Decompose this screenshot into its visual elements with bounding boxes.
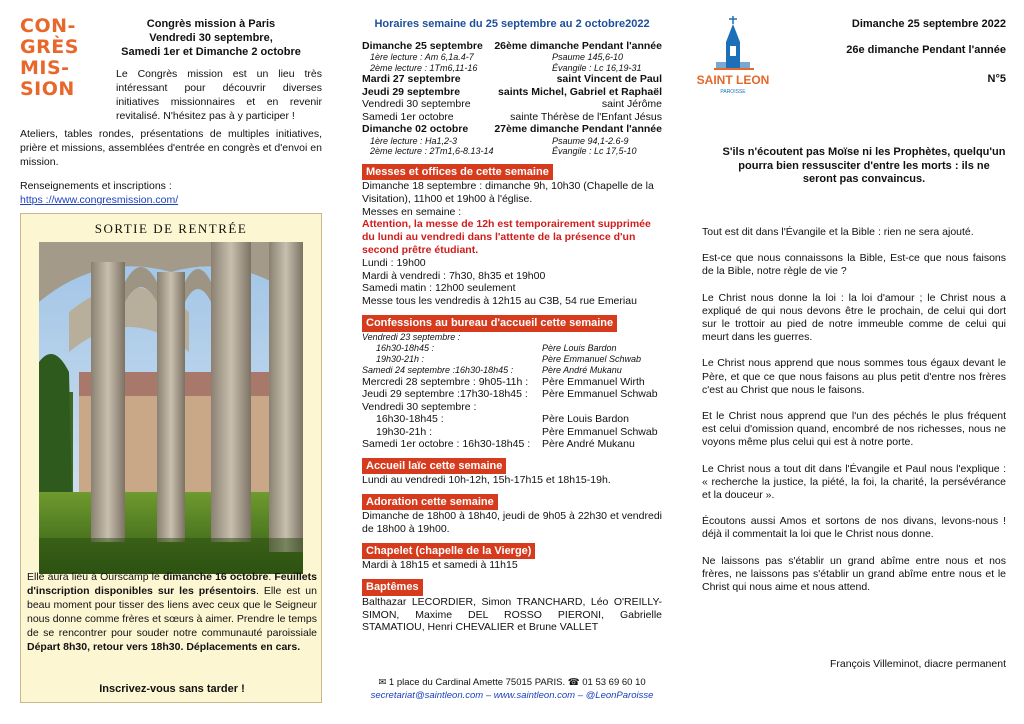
schedule-day: Vendredi 30 septembre bbox=[362, 98, 471, 111]
schedule-row bbox=[362, 123, 662, 136]
schedule-day: 2ème lecture : 2Tm1,6-8.13-14 bbox=[370, 146, 494, 157]
congres-heading-line: Vendredi 30 septembre, bbox=[149, 32, 273, 44]
schedule-row bbox=[362, 146, 662, 157]
logo-name: SAINT LEON bbox=[696, 73, 770, 87]
schedule-feast: sainte Thérèse de l'Enfant Jésus bbox=[510, 110, 662, 123]
congres-mission-logo bbox=[20, 16, 88, 100]
schedule-day: Jeudi 29 septembre bbox=[362, 85, 461, 98]
confession-time: 19h30-21h : bbox=[376, 425, 433, 438]
sortie-title: SORTIE DE RENTRÉE bbox=[94, 221, 248, 236]
parish-footer bbox=[362, 676, 662, 702]
liturgical-sunday: 26e dimanche Pendant l'année bbox=[846, 44, 1006, 56]
homily-paragraph: Le Christ nous donne la loi : la loi d'amour ; le Christ nous a expliqué de qui nous devons être le prochain, de celui qui dort sur le trottoir au pied de notre immeuble comme de celui qui meurt dans les guerres. bbox=[702, 291, 1006, 344]
baptemes-text: Balthazar LECORDIER, Simon TRANCHARD, Léo O'REILLY-SIMON, Maxime DEL ROSSO PIERONI, Gabrielle STAMATIOU, Henri CHEVALIER et Brune VALLET bbox=[362, 595, 662, 634]
adoration-text: Dimanche de 18h00 à 18h40, jeudi de 9h05 à 22h30 et vendredi de 18h00 à 19h00. bbox=[362, 510, 662, 536]
homily-paragraph: Écoutons aussi Amos et sortons de nos divans, levons-nous ! déjà il commentait la loi que le Christ nous donne. bbox=[702, 515, 1006, 541]
confession-time: Samedi 24 septembre :16h30-18h45 : bbox=[362, 364, 514, 375]
schedule-day: Dimanche 25 septembre bbox=[362, 39, 483, 52]
homily-paragraph: Est-ce que nous connaissons la Bible, Est-ce que nous faisons de la Bible, notre règle de vie ? bbox=[702, 252, 1006, 278]
confession-row bbox=[362, 376, 662, 389]
parish-links[interactable]: secretariat@saintleon.com – www.saintleon.com – @LeonParoisse bbox=[370, 690, 654, 701]
schedule-feast: Évangile : Lc 17,5-10 bbox=[552, 146, 637, 157]
schedule-feast: Psaume 145,6-10 bbox=[552, 52, 624, 63]
schedule-row bbox=[362, 86, 662, 99]
confession-row bbox=[362, 413, 662, 426]
confession-row bbox=[362, 388, 662, 401]
logo-line: CON- bbox=[20, 15, 76, 37]
confession-priest: Père Emmanuel Schwab bbox=[542, 425, 658, 438]
confession-priest: Père André Mukanu bbox=[542, 364, 622, 375]
confession-time: 16h30-18h45 : bbox=[376, 413, 444, 426]
homily-paragraph: Ne laissons pas s'établir un grand abîme entre nous et nos frères, ne laissons pas s'établir un grand abîme entre nous et le Christ qui nous aime et nous attend. bbox=[702, 554, 1006, 594]
confession-time: Jeudi 29 septembre :17h30-18h45 : bbox=[362, 388, 528, 401]
confession-priest: Père Emmanuel Schwab bbox=[542, 353, 642, 364]
schedule-feast: saint Jérôme bbox=[601, 98, 662, 111]
congres-heading-line: Congrès mission à Paris bbox=[146, 18, 276, 30]
schedule-row bbox=[362, 136, 662, 147]
confession-priest: Père Louis Bardon bbox=[542, 413, 629, 426]
abbey-ruins-illustration bbox=[39, 242, 303, 574]
confession-time: 16h30-18h45 : bbox=[376, 342, 435, 353]
section-heading-chapelet: Chapelet (chapelle de la Vierge) bbox=[362, 543, 535, 560]
left-column bbox=[20, 0, 322, 724]
confession-row bbox=[362, 354, 662, 365]
congres-contact bbox=[20, 180, 322, 208]
homily-paragraph: Tout est dit dans l'Évangile et la Bible : rien ne sera ajouté. bbox=[702, 226, 974, 238]
homily-text bbox=[702, 226, 1006, 607]
section-heading-adoration: Adoration cette semaine bbox=[362, 494, 498, 511]
confession-time: Mercredi 28 septembre : 9h05-11h : bbox=[362, 375, 529, 388]
section-heading-accueil: Accueil laïc cette semaine bbox=[362, 458, 506, 475]
confessions-section bbox=[362, 332, 662, 451]
confession-time: 19h30-21h : bbox=[376, 353, 425, 364]
sortie-date: dimanche 16 octobre bbox=[162, 571, 269, 583]
weekly-schedule bbox=[362, 40, 662, 157]
confession-priest: Père Emmanuel Schwab bbox=[542, 388, 658, 401]
schedule-feast: saints Michel, Gabriel et Raphaël bbox=[498, 85, 662, 98]
schedule-day: Samedi 1er octobre bbox=[362, 110, 454, 123]
schedule-row bbox=[362, 63, 662, 74]
bulletin-date: Dimanche 25 septembre 2022 bbox=[851, 18, 1006, 30]
messes-warning: Attention, la messe de 12h est temporairement supprimée du lundi au vendredi dans l'attente de la présence d'un second prêtre étudiant. bbox=[362, 218, 651, 257]
messes-line: Mardi à vendredi : 7h30, 8h35 et 19h00 bbox=[362, 269, 546, 282]
congres-heading-line: Samedi 1er et Dimanche 2 octobre bbox=[121, 46, 301, 58]
sortie-description bbox=[27, 570, 317, 654]
schedule-row bbox=[362, 40, 662, 53]
messes-section bbox=[362, 180, 662, 308]
messes-line: Dimanche 18 septembre : dimanche 9h, 10h30 (Chapelle de la Visitation), 11h00 et 19h00 à l'église. bbox=[362, 180, 654, 205]
homily-paragraph: Le Christ nous a tout dit dans l'Évangile et Paul nous l'explique : « recherche la justice, la piété, la foi, la charité, la persévérance et la douceur ». bbox=[702, 462, 1006, 502]
confession-priest: Père Louis Bardon bbox=[542, 342, 617, 353]
confession-row bbox=[362, 401, 662, 414]
sortie-feuillets: Feuillets d'inscription disponibles sur les présentoirs bbox=[27, 571, 317, 598]
homily-paragraph: Le Christ nous apprend que nous sommes tous égaux devant le Père, et que ce que nous faisons au plus petit d'entre nos frères c'est au Christ que nous le faisons. bbox=[702, 357, 1006, 396]
confession-time: Vendredi 30 septembre : bbox=[362, 400, 477, 413]
homily-paragraph: Et le Christ nous apprend que l'un des péchés le plus fréquent est celui d'omission quand, encombré de nos richesses, nous ne voyons même plus celui qui est à notre porte. bbox=[702, 410, 1006, 449]
parish-address: ✉ 1 place du Cardinal Amette 75015 PARIS. ☎ 01 53 69 60 10 bbox=[378, 677, 646, 688]
confession-priest: Père André Mukanu bbox=[542, 438, 635, 451]
messes-line: Lundi : 19h00 bbox=[362, 256, 426, 269]
logo-line: SION bbox=[20, 78, 75, 100]
schedule-day: 2ème lecture : 1Tm6,11-16 bbox=[370, 62, 478, 73]
schedule-feast: saint Vincent de Paul bbox=[556, 73, 662, 86]
confession-time: Vendredi 23 septembre : bbox=[362, 331, 461, 342]
confession-row bbox=[362, 365, 662, 376]
sortie-cta: Inscrivez-vous sans tarder ! bbox=[99, 683, 245, 695]
signature: François Villeminot, diacre permanent bbox=[829, 658, 1006, 670]
middle-column bbox=[362, 0, 662, 724]
logo-sub: PAROISSE bbox=[720, 89, 746, 95]
congres-body: Ateliers, tables rondes, présentations de multiples initiatives, prière et missions, assemblées d'entrée en congrès et d'envoi en mission. bbox=[20, 128, 322, 168]
schedule-row bbox=[362, 52, 662, 63]
gospel-quote: S'ils n'écoutent pas Moïse ni les Prophètes, quelqu'un pourra bien ressusciter d'entre les morts : ils ne seront pas convaincus. bbox=[722, 146, 1006, 185]
schedule-day: 1ère lecture : Ha1,2-3 bbox=[370, 135, 458, 146]
right-column bbox=[696, 0, 1006, 724]
schedule-feast: Psaume 94,1-2.6-9 bbox=[552, 135, 629, 146]
logo-line: GRÈS bbox=[20, 36, 79, 58]
confession-row bbox=[362, 426, 662, 439]
schedule-row bbox=[362, 73, 662, 86]
sortie-text: . Elle est un beau moment pour tisser des liens avec ceux que le Seigneur nous donne comme frères et sœurs à aimer. Prendre le temps de se rencontrer pour souder notre communauté paroissiale bbox=[27, 585, 317, 640]
schedule-feast: 27ème dimanche Pendant l'année bbox=[494, 123, 662, 136]
logo-line: MIS- bbox=[20, 57, 70, 79]
section-heading-baptemes: Baptêmes bbox=[362, 579, 423, 596]
accueil-text: Lundi au vendredi 10h-12h, 15h-17h15 et 18h15-19h. bbox=[362, 474, 611, 487]
abbey-ruins-photo bbox=[39, 242, 303, 574]
congres-link[interactable]: https ://www.congresmission.com/ bbox=[20, 193, 179, 206]
sortie-text: Elle aura lieu à Ourscamp le bbox=[27, 571, 163, 583]
schedule-row bbox=[362, 98, 662, 111]
section-heading-confessions: Confessions au bureau d'accueil cette semaine bbox=[362, 315, 617, 332]
schedule-feast: 26ème dimanche Pendant l'année bbox=[494, 39, 662, 52]
congres-intro: Le Congrès mission est un lieu très intéressant pour découvrir diverses initiatives missionnaires et en revenir revitalisé. N'hésitez pas à y participer ! bbox=[116, 68, 322, 122]
bulletin-number: N°5 bbox=[987, 73, 1006, 85]
sortie-text: . bbox=[268, 571, 275, 583]
schedule-day: Mardi 27 septembre bbox=[362, 73, 461, 86]
sortie-depart: Départ 8h30, retour vers 18h30. Déplacements en cars. bbox=[27, 641, 301, 654]
congres-heading bbox=[100, 17, 322, 59]
confession-priest: Père Emmanuel Wirth bbox=[542, 375, 645, 388]
confession-row bbox=[362, 438, 662, 451]
schedule-day: 1ère lecture : Am 6,1a.4-7 bbox=[370, 52, 474, 63]
schedule-title: Horaires semaine du 25 septembre au 2 octobre2022 bbox=[374, 18, 650, 30]
saint-leon-logo bbox=[696, 16, 770, 96]
confession-row bbox=[362, 343, 662, 354]
schedule-feast: Évangile : Lc 16,19-31 bbox=[552, 62, 642, 73]
schedule-row bbox=[362, 111, 662, 124]
section-heading-messes: Messes et offices de cette semaine bbox=[362, 164, 553, 181]
contact-label: Renseignements et inscriptions : bbox=[20, 180, 172, 192]
messes-line: Messe tous les vendredis à 12h15 au C3B, 54 rue Emeriau bbox=[362, 295, 637, 308]
messes-line: Samedi matin : 12h00 seulement bbox=[362, 282, 516, 295]
confession-time: Samedi 1er octobre : 16h30-18h45 : bbox=[362, 438, 531, 451]
chapelet-text: Mardi à 18h15 et samedi à 11h15 bbox=[362, 559, 518, 572]
schedule-day: Dimanche 02 octobre bbox=[362, 123, 469, 136]
church-icon bbox=[696, 16, 770, 96]
sortie-box bbox=[20, 213, 322, 703]
messes-line: Messes en semaine : bbox=[362, 205, 462, 218]
confession-row bbox=[362, 332, 662, 343]
